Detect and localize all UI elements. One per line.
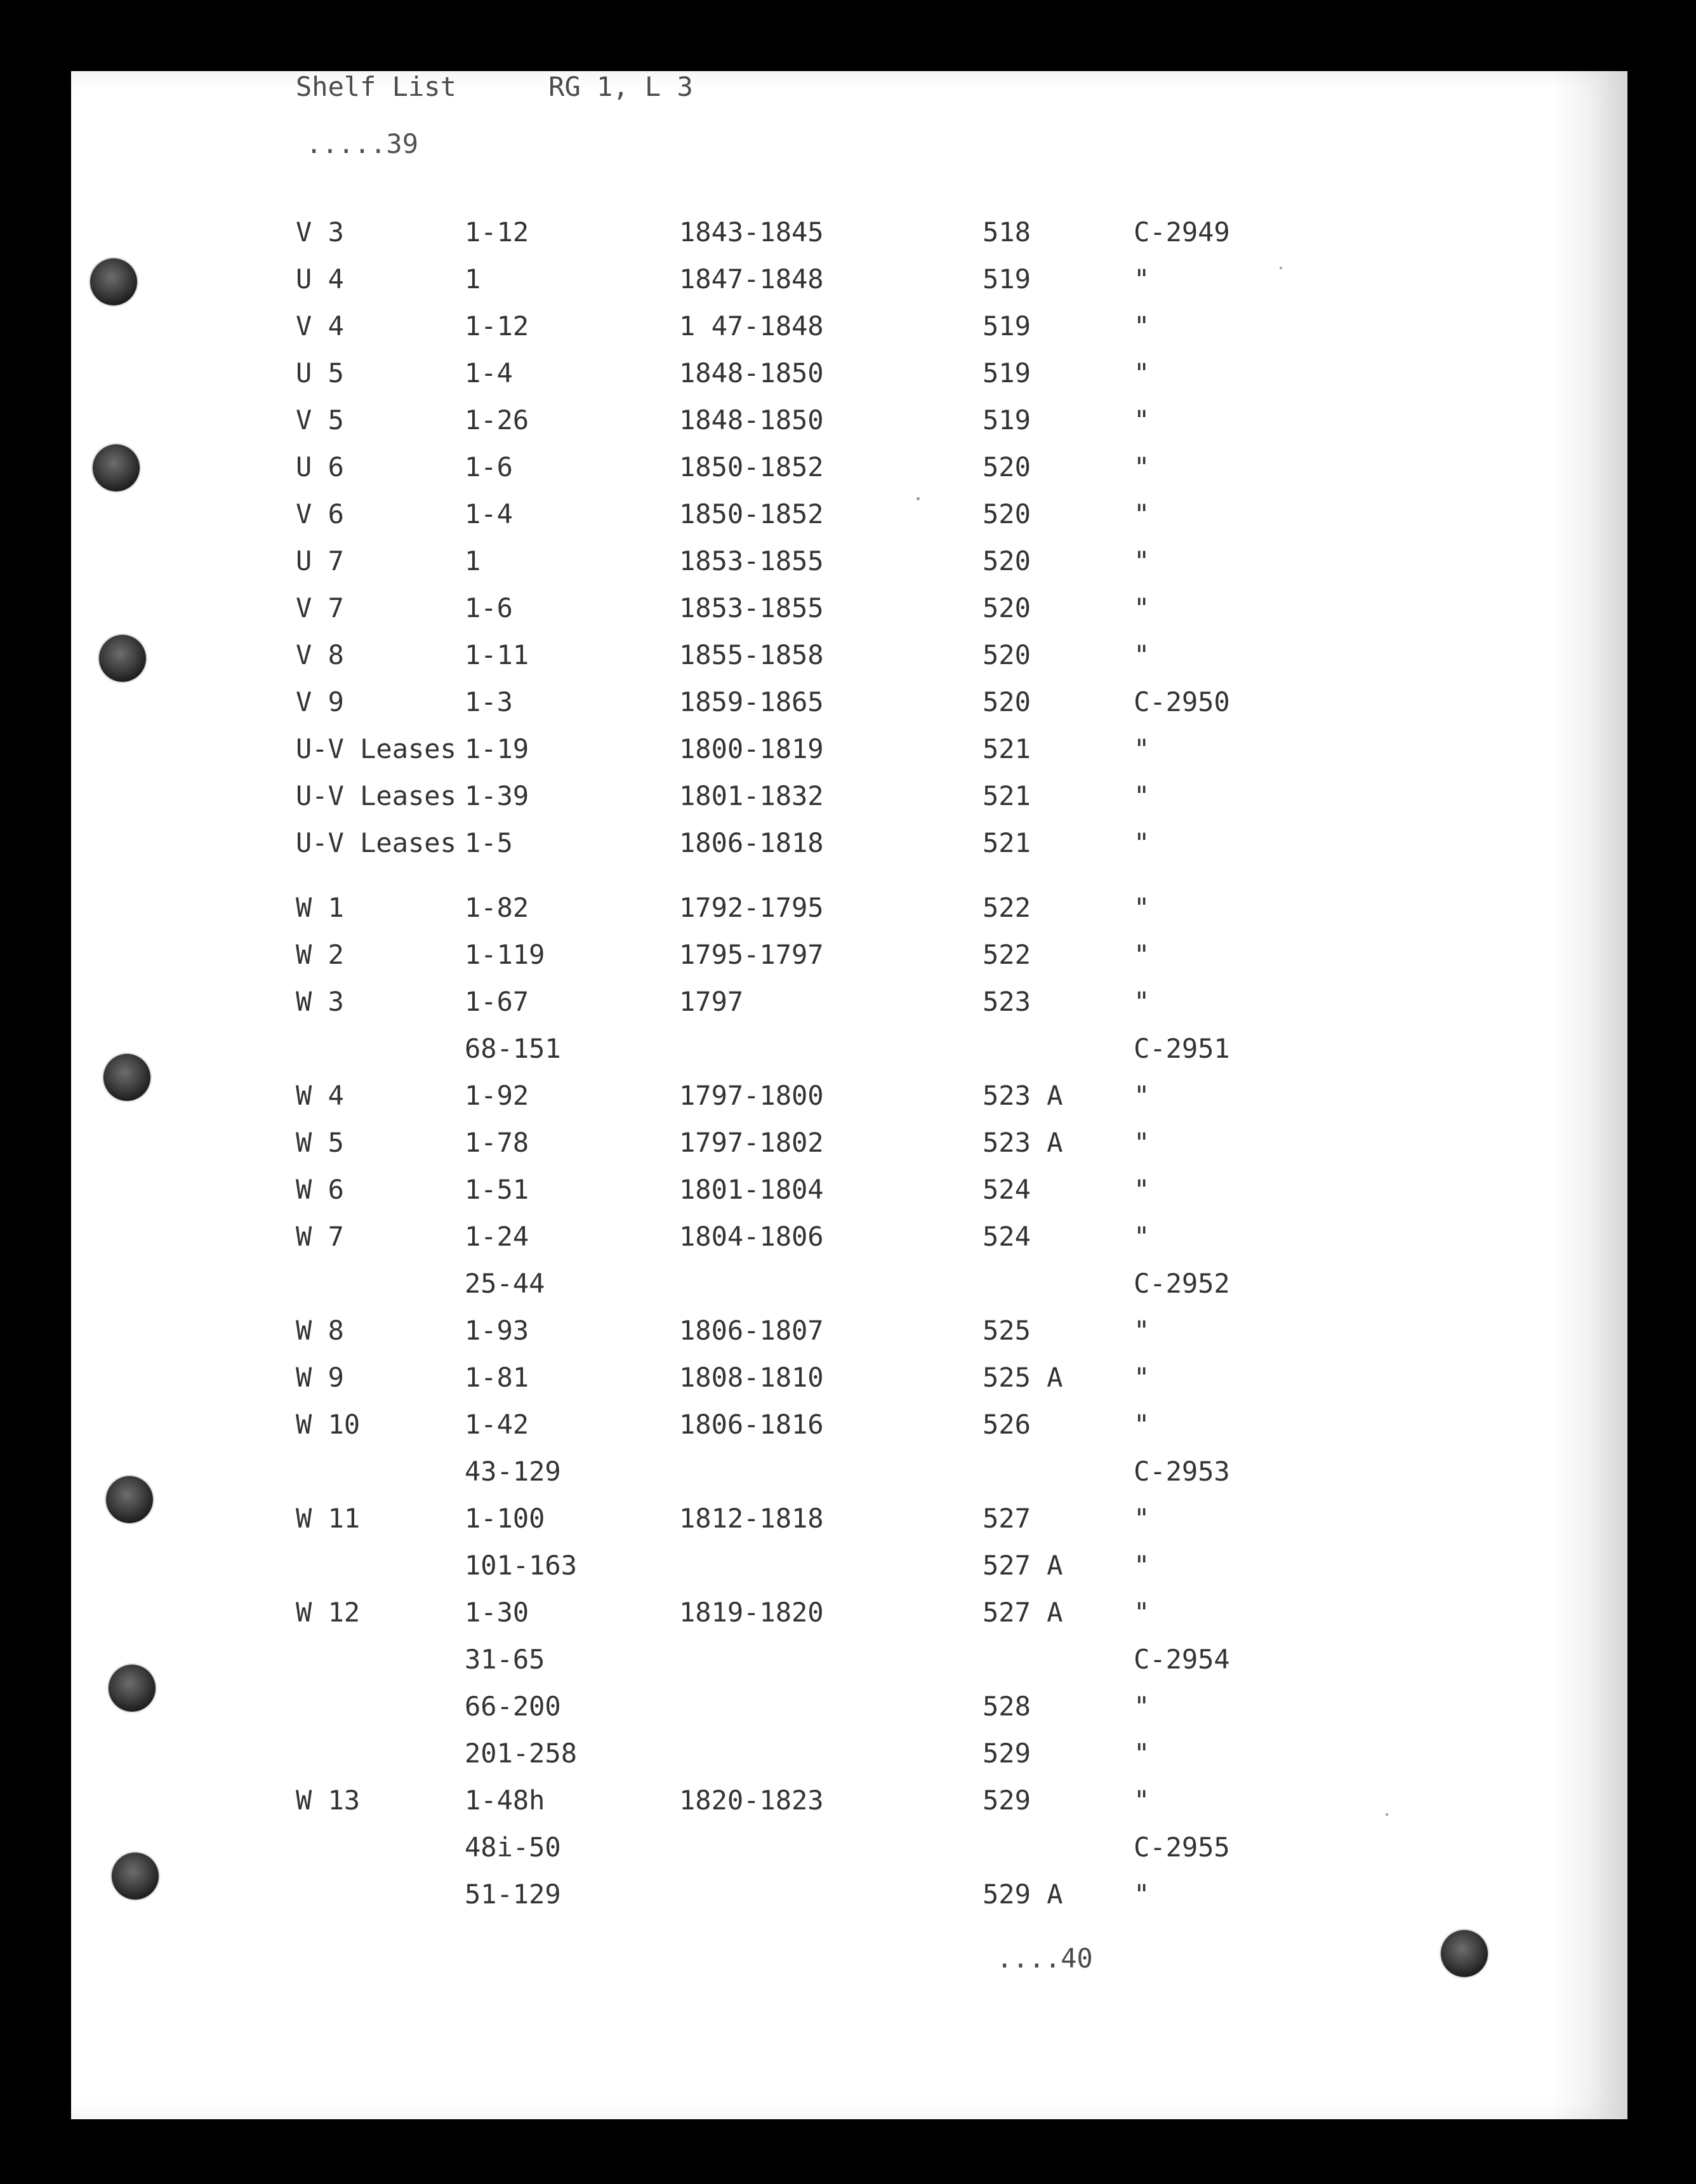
volume-range-cell: 68-151 <box>465 1033 561 1064</box>
box-number-cell: 529 <box>983 1785 1031 1816</box>
punch-hole <box>109 1665 156 1712</box>
table-row <box>296 545 1311 595</box>
punch-hole <box>99 635 146 682</box>
volume-range-cell: 31-65 <box>465 1644 545 1675</box>
box-number-cell: 519 <box>983 357 1031 389</box>
continued-page-marker: .....39 <box>306 128 419 159</box>
volume-range-cell: 1-48h <box>465 1785 545 1816</box>
series-cell: V 3 <box>296 216 344 248</box>
table-row <box>296 1787 1311 1834</box>
box-number-cell: 524 <box>983 1174 1031 1205</box>
punch-hole <box>103 1054 150 1101</box>
table-row <box>296 498 1311 548</box>
punch-hole <box>112 1853 159 1900</box>
series-cell: W 1 <box>296 892 344 923</box>
table-row <box>296 1458 1311 1505</box>
date-range-cell: 1808-1810 <box>679 1362 824 1393</box>
date-range-cell: 1853-1855 <box>679 545 824 576</box>
location-code-cell: " <box>1134 1080 1150 1111</box>
volume-range-cell: 1-30 <box>465 1597 529 1628</box>
table-row <box>296 1693 1311 1740</box>
table-row <box>296 1317 1311 1364</box>
box-number-cell: 520 <box>983 545 1031 576</box>
table-row <box>296 1035 1311 1082</box>
table-row <box>296 733 1311 783</box>
location-code-cell: " <box>1134 1174 1150 1205</box>
date-range-cell: 1859-1865 <box>679 686 824 717</box>
box-number-cell: 521 <box>983 827 1031 858</box>
volume-range-cell: 1-4 <box>465 357 513 389</box>
table-row <box>296 1129 1311 1176</box>
location-code-cell: " <box>1134 1362 1150 1393</box>
volume-range-cell: 1-12 <box>465 310 529 342</box>
series-cell: W 9 <box>296 1362 344 1393</box>
box-number-cell: 523 <box>983 986 1031 1017</box>
date-range-cell: 1848-1850 <box>679 357 824 389</box>
box-number-cell: 529 A <box>983 1879 1063 1910</box>
table-row <box>296 1646 1311 1693</box>
date-range-cell: 1795-1797 <box>679 939 824 970</box>
location-code-cell: " <box>1134 1221 1150 1252</box>
volume-range-cell: 1-19 <box>465 733 529 764</box>
location-code-cell: C-2949 <box>1134 216 1230 248</box>
table-row <box>296 1552 1311 1599</box>
next-page-marker: ....40 <box>997 1943 1093 1974</box>
box-number-cell: 519 <box>983 263 1031 295</box>
date-range-cell: 1797-1800 <box>679 1080 824 1111</box>
table-row <box>296 451 1311 501</box>
volume-range-cell: 1-4 <box>465 498 513 529</box>
date-range-cell: 1820-1823 <box>679 1785 824 1816</box>
table-row <box>296 892 1311 942</box>
location-code-cell: C-2953 <box>1134 1456 1230 1487</box>
box-number-cell: 522 <box>983 939 1031 970</box>
date-range-cell: 1812-1818 <box>679 1503 824 1534</box>
record-group-label: RG 1, L 3 <box>548 71 693 102</box>
volume-range-cell: 1-3 <box>465 686 513 717</box>
table-row <box>296 404 1311 454</box>
date-range-cell: 1843-1845 <box>679 216 824 248</box>
series-cell: U 7 <box>296 545 344 576</box>
volume-range-cell: 101-163 <box>465 1550 578 1581</box>
box-number-cell: 527 A <box>983 1597 1063 1628</box>
box-number-cell: 520 <box>983 639 1031 670</box>
box-number-cell: 522 <box>983 892 1031 923</box>
series-cell: W 11 <box>296 1503 361 1534</box>
volume-range-cell: 1-51 <box>465 1174 529 1205</box>
location-code-cell: " <box>1134 1315 1150 1346</box>
date-range-cell: 1850-1852 <box>679 451 824 483</box>
table-row <box>296 639 1311 689</box>
series-cell: V 5 <box>296 404 344 436</box>
punch-hole <box>93 444 140 491</box>
date-range-cell: 1806-1816 <box>679 1409 824 1440</box>
table-row <box>296 1881 1311 1928</box>
location-code-cell: " <box>1134 780 1150 811</box>
box-number-cell: 519 <box>983 404 1031 436</box>
table-row <box>296 686 1311 736</box>
box-number-cell: 521 <box>983 780 1031 811</box>
table-row <box>296 1834 1311 1881</box>
series-cell: U-V Leases <box>296 733 456 764</box>
box-number-cell: 519 <box>983 310 1031 342</box>
location-code-cell: " <box>1134 545 1150 576</box>
volume-range-cell: 43-129 <box>465 1456 561 1487</box>
box-number-cell: 525 A <box>983 1362 1063 1393</box>
table-row <box>296 939 1311 989</box>
location-code-cell: " <box>1134 827 1150 858</box>
location-code-cell: C-2955 <box>1134 1832 1230 1863</box>
volume-range-cell: 1-100 <box>465 1503 545 1534</box>
table-row <box>296 1176 1311 1223</box>
box-number-cell: 527 A <box>983 1550 1063 1581</box>
series-cell: W 13 <box>296 1785 361 1816</box>
date-range-cell: 1853-1855 <box>679 592 824 623</box>
date-range-cell: 1792-1795 <box>679 892 824 923</box>
location-code-cell: " <box>1134 1503 1150 1534</box>
table-row <box>296 1270 1311 1317</box>
date-range-cell: 1806-1818 <box>679 827 824 858</box>
location-code-cell: " <box>1134 986 1150 1017</box>
series-cell: W 5 <box>296 1127 344 1158</box>
location-code-cell: C-2950 <box>1134 686 1230 717</box>
volume-range-cell: 1-5 <box>465 827 513 858</box>
volume-range-cell: 51-129 <box>465 1879 561 1910</box>
series-cell: U 6 <box>296 451 344 483</box>
location-code-cell: " <box>1134 892 1150 923</box>
box-number-cell: 523 A <box>983 1080 1063 1111</box>
box-number-cell: 526 <box>983 1409 1031 1440</box>
box-number-cell: 520 <box>983 592 1031 623</box>
date-range-cell: 1850-1852 <box>679 498 824 529</box>
box-number-cell: 520 <box>983 451 1031 483</box>
location-code-cell: " <box>1134 1738 1150 1769</box>
volume-range-cell: 48i-50 <box>465 1832 561 1863</box>
date-range-cell: 1804-1806 <box>679 1221 824 1252</box>
date-range-cell: 1 47-1848 <box>679 310 824 342</box>
location-code-cell: " <box>1134 263 1150 295</box>
box-number-cell: 525 <box>983 1315 1031 1346</box>
volume-range-cell: 1-12 <box>465 216 529 248</box>
document-header <box>296 71 693 102</box>
volume-range-cell: 1-6 <box>465 451 513 483</box>
series-cell: U-V Leases <box>296 827 456 858</box>
volume-range-cell: 1-24 <box>465 1221 529 1252</box>
paper-speck <box>1386 1813 1388 1816</box>
series-cell: W 2 <box>296 939 344 970</box>
location-code-cell: " <box>1134 404 1150 436</box>
location-code-cell: " <box>1134 1409 1150 1440</box>
location-code-cell: " <box>1134 733 1150 764</box>
series-cell: W 12 <box>296 1597 361 1628</box>
date-range-cell: 1847-1848 <box>679 263 824 295</box>
series-cell: V 8 <box>296 639 344 670</box>
date-range-cell: 1801-1804 <box>679 1174 824 1205</box>
date-range-cell: 1801-1832 <box>679 780 824 811</box>
table-row <box>296 1740 1311 1787</box>
location-code-cell: " <box>1134 498 1150 529</box>
volume-range-cell: 1-67 <box>465 986 529 1017</box>
volume-range-cell: 1-39 <box>465 780 529 811</box>
series-cell: V 4 <box>296 310 344 342</box>
table-row <box>296 986 1311 1035</box>
location-code-cell: " <box>1134 639 1150 670</box>
table-row <box>296 1082 1311 1129</box>
series-cell: V 9 <box>296 686 344 717</box>
location-code-cell: " <box>1134 1691 1150 1722</box>
volume-range-cell: 201-258 <box>465 1738 578 1769</box>
punch-hole <box>1441 1930 1488 1977</box>
punch-hole <box>106 1476 153 1523</box>
series-cell: U 5 <box>296 357 344 389</box>
date-range-cell: 1797 <box>679 986 744 1017</box>
shelf-list-title: Shelf List <box>296 71 456 102</box>
date-range-cell: 1819-1820 <box>679 1597 824 1628</box>
volume-range-cell: 66-200 <box>465 1691 561 1722</box>
series-cell: W 3 <box>296 986 344 1017</box>
series-cell: U 4 <box>296 263 344 295</box>
table-row <box>296 827 1311 877</box>
date-range-cell: 1797-1802 <box>679 1127 824 1158</box>
box-number-cell: 520 <box>983 498 1031 529</box>
date-range-cell: 1806-1807 <box>679 1315 824 1346</box>
location-code-cell: " <box>1134 1879 1150 1910</box>
table-row <box>296 592 1311 642</box>
location-code-cell: " <box>1134 1550 1150 1581</box>
box-number-cell: 524 <box>983 1221 1031 1252</box>
volume-range-cell: 1-119 <box>465 939 545 970</box>
location-code-cell: C-2952 <box>1134 1268 1230 1299</box>
shelf-list-table <box>296 216 1311 1928</box>
location-code-cell: " <box>1134 1597 1150 1628</box>
box-number-cell: 529 <box>983 1738 1031 1769</box>
series-cell: V 7 <box>296 592 344 623</box>
table-row <box>296 1505 1311 1552</box>
series-cell: W 7 <box>296 1221 344 1252</box>
date-range-cell: 1855-1858 <box>679 639 824 670</box>
volume-range-cell: 25-44 <box>465 1268 545 1299</box>
table-row <box>296 780 1311 830</box>
table-row <box>296 310 1311 360</box>
location-code-cell: " <box>1134 310 1150 342</box>
series-cell: U-V Leases <box>296 780 456 811</box>
table-row <box>296 1599 1311 1646</box>
volume-range-cell: 1-6 <box>465 592 513 623</box>
location-code-cell: " <box>1134 357 1150 389</box>
volume-range-cell: 1-82 <box>465 892 529 923</box>
date-range-cell: 1848-1850 <box>679 404 824 436</box>
volume-range-cell: 1-26 <box>465 404 529 436</box>
table-row <box>296 1223 1311 1270</box>
location-code-cell: " <box>1134 1127 1150 1158</box>
volume-range-cell: 1-78 <box>465 1127 529 1158</box>
location-code-cell: " <box>1134 1785 1150 1816</box>
location-code-cell: " <box>1134 592 1150 623</box>
table-row <box>296 216 1311 266</box>
volume-range-cell: 1 <box>465 545 481 576</box>
series-cell: W 6 <box>296 1174 344 1205</box>
box-number-cell: 518 <box>983 216 1031 248</box>
punch-hole <box>90 258 137 305</box>
box-number-cell: 528 <box>983 1691 1031 1722</box>
table-row <box>296 1364 1311 1411</box>
volume-range-cell: 1-81 <box>465 1362 529 1393</box>
series-cell: W 8 <box>296 1315 344 1346</box>
location-code-cell: C-2954 <box>1134 1644 1230 1675</box>
table-row <box>296 357 1311 407</box>
location-code-cell: C-2951 <box>1134 1033 1230 1064</box>
volume-range-cell: 1 <box>465 263 481 295</box>
location-code-cell: " <box>1134 451 1150 483</box>
box-number-cell: 527 <box>983 1503 1031 1534</box>
date-range-cell: 1800-1819 <box>679 733 824 764</box>
volume-range-cell: 1-11 <box>465 639 529 670</box>
series-cell: W 10 <box>296 1409 361 1440</box>
table-row <box>296 263 1311 313</box>
series-cell: V 6 <box>296 498 344 529</box>
volume-range-cell: 1-92 <box>465 1080 529 1111</box>
box-number-cell: 523 A <box>983 1127 1063 1158</box>
series-cell: W 4 <box>296 1080 344 1111</box>
table-row <box>296 1411 1311 1458</box>
location-code-cell: " <box>1134 939 1150 970</box>
volume-range-cell: 1-93 <box>465 1315 529 1346</box>
box-number-cell: 521 <box>983 733 1031 764</box>
box-number-cell: 520 <box>983 686 1031 717</box>
volume-range-cell: 1-42 <box>465 1409 529 1440</box>
